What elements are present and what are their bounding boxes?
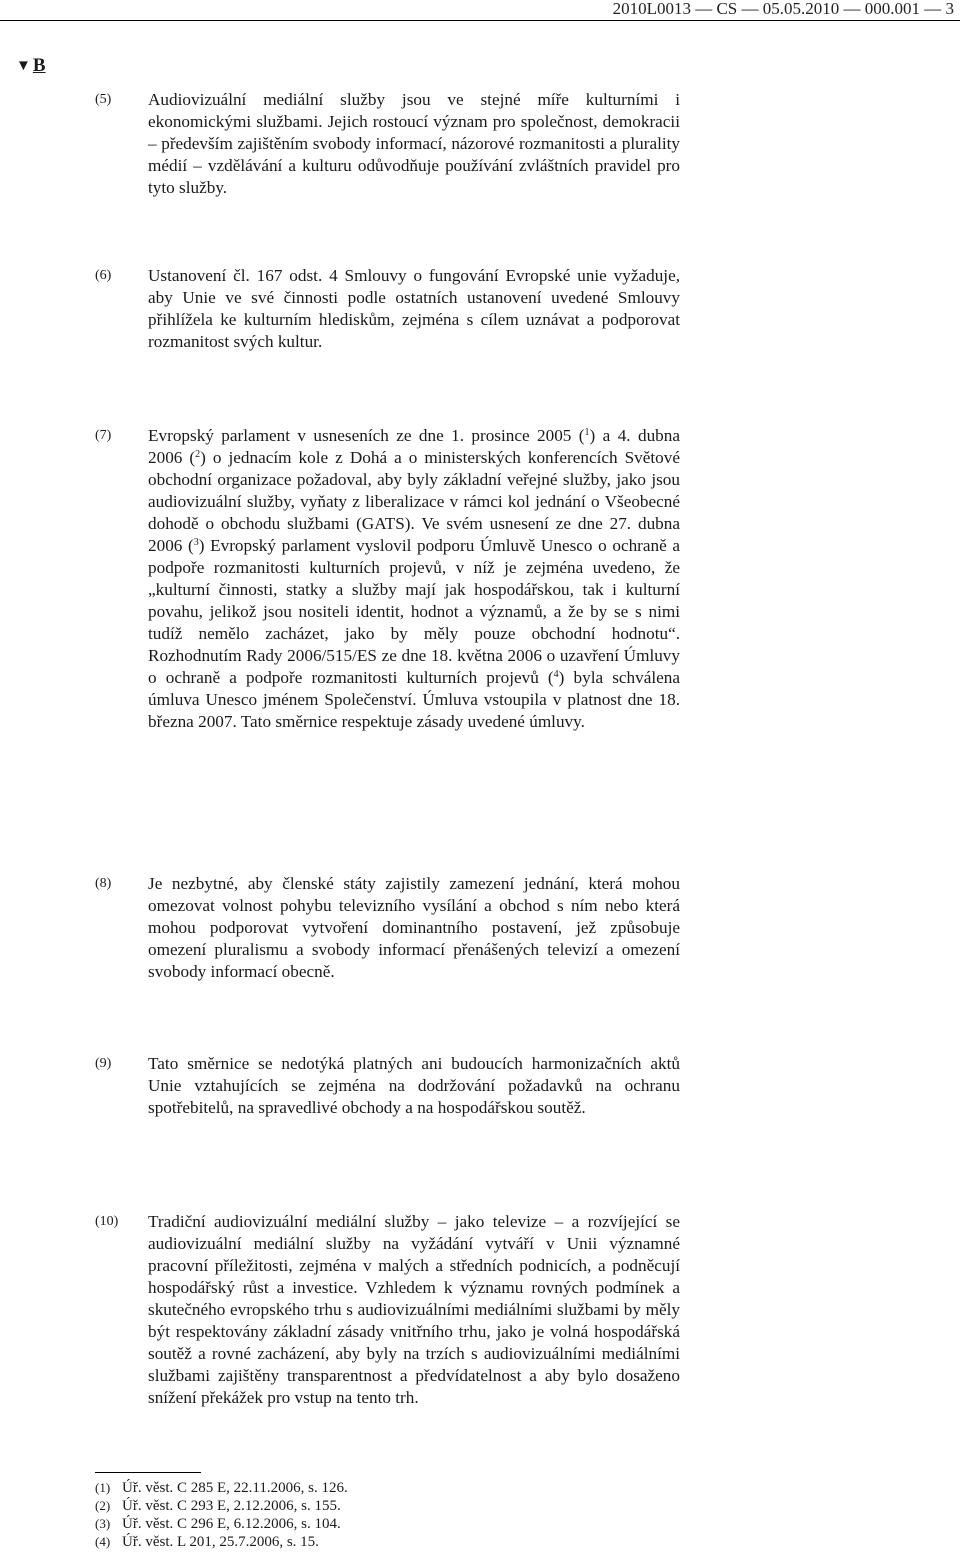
recital-5 (95, 89, 680, 199)
recital-8 (95, 873, 680, 983)
recital-text: Je nezbytné, aby členské státy zajistily zamezení jednání, která mohou omezovat volnost pohybu televizního vysílání a obchod s ním nebo která mohou podporovat vytvoření dominantního postavení, jež způsobuje omezení pluralismu a svobody informací přenášených televizí a omezení svobody informací obecně. (148, 874, 680, 981)
footnote-item (95, 1533, 595, 1551)
amendment-marker-label[interactable]: B (32, 55, 46, 76)
recital-7 (95, 425, 680, 733)
footnotes (95, 1479, 595, 1551)
footnote-number: (4) (95, 1534, 111, 1549)
recital-number: (7) (95, 428, 112, 443)
recital-text-part: ) Evropský parlament vyslovil podporu Úmluvě Unesco o ochraně a podpoře rozmanitosti kulturních projevů, v níž je zejména uvedeno, že „kulturní činnosti, statky a služby mají jak hospodářskou, tak i kulturní povahu, jelikož jsou nositeli identit, hodnot a významů, a že by se s nimi tudíž nemělo zacházet, jako by měly pouze obchodní hodnotu“. Rozhodnutím Rady 2006/515/ES ze dne 18. května 2006 o uzavření Úmluvy o ochraně a podpoře rozmanitosti kulturních projevů ( (148, 536, 681, 687)
footnote-text: Úř. věst. C 296 E, 6.12.2006, s. 104. (122, 1516, 341, 1532)
recital-number: (8) (95, 876, 112, 891)
header-divider (0, 20, 960, 21)
recital-text-part: Evropský parlament v usneseních ze dne 1. prosince 2005 ( (148, 426, 585, 445)
footnote-item (95, 1479, 595, 1497)
footnote-number: (3) (95, 1516, 111, 1531)
recital-number: (6) (95, 268, 112, 283)
footnote-divider (95, 1472, 201, 1473)
footnote-text: Úř. věst. C 285 E, 22.11.2006, s. 126. (122, 1480, 348, 1496)
footnote-ref[interactable]: 1 (584, 427, 590, 438)
footnote-number: (2) (95, 1498, 111, 1513)
recital-text-part: ) a 4. dubna 2006 ( (148, 426, 680, 467)
recital-9 (95, 1053, 680, 1119)
footnote-ref[interactable]: 3 (193, 537, 199, 548)
recital-text: Audiovizuální mediální služby jsou ve stejné míře kulturními i ekonomickými službami. Jejich rostoucí význam pro společnost, demokracii – především zajištěním svobody informací, názorové rozmanitosti a plurality médií – vzdělávání a kulturu odůvodňuje používání zvláštních pravidel pro tyto služby. (148, 90, 680, 197)
footnote-text: Úř. věst. L 201, 25.7.2006, s. 15. (122, 1534, 319, 1550)
page-header: 2010L0013 — CS — 05.05.2010 — 000.001 — 3 (612, 0, 954, 18)
recital-number: (5) (95, 92, 112, 107)
recital-text: Tradiční audiovizuální mediální služby – jako televize – a rozvíjející se audiovizuální mediální služby na vyžádání vytváří v Unii významné pracovní příležitosti, zejména v malých a středních podnicích, a podněcují hospodářský růst a investice. Vzhledem k významu rovných podmínek a skutečného evropského trhu s audiovizuálními mediálními službami by měly být respektovány základní zásady vnitřního trhu, jako je volná hospodářská soutěž a rovné zacházení, aby byly na trzích s audiovizuálními mediálními službami zajištěny transparentnost a předvídatelnost a aby bylo dosaženo snížení překážek pro vstup na tento trh. (148, 1212, 680, 1407)
recital-text: Ustanovení čl. 167 odst. 4 Smlouvy o fungování Evropské unie vyžaduje, aby Unie ve své činnosti podle ostatních ustanovení uvedené Smlouvy přihlížela ke kulturním hlediskům, zejména s cílem uznávat a podporovat rozmanitost svých kultur. (148, 266, 680, 351)
amendment-marker[interactable] (16, 55, 46, 77)
recital-number: (9) (95, 1056, 112, 1071)
recital-10 (95, 1211, 680, 1409)
footnote-ref[interactable]: 4 (553, 669, 559, 680)
triangle-down-icon: ▼ (16, 57, 31, 74)
recital-text-part: ) byla schválena úmluva Unesco jménem Společenství. Úmluva vstoupila v platnost dne 18. března 2007. Tato směrnice respektuje zásady uvedené úmluvy. (148, 668, 680, 731)
footnote-text: Úř. věst. C 293 E, 2.12.2006, s. 155. (122, 1498, 341, 1514)
recital-text-part: ) o jednacím kole z Dohá a o ministerských konferencích Světové obchodní organizace požadoval, aby byly základní veřejné služby, jako jsou audiovizuální služby, vyňaty z liberalizace v rámci kol jednání o Všeobecné dohodě o obchodu službami (GATS). Ve svém usnesení ze dne 27. dubna 2006 ( (148, 448, 680, 555)
recital-text (148, 425, 680, 733)
footnote-ref[interactable]: 2 (195, 449, 201, 460)
footnote-item (95, 1497, 595, 1515)
footnote-item (95, 1515, 595, 1533)
footnote-number: (1) (95, 1480, 111, 1495)
recital-number: (10) (95, 1214, 119, 1229)
recital-text: Tato směrnice se nedotýká platných ani budoucích harmonizačních aktů Unie vztahujících se zejména na dodržování požadavků na ochranu spotřebitelů, na spravedlivé obchody a na hospodářskou soutěž. (148, 1054, 680, 1117)
recital-6 (95, 265, 680, 353)
